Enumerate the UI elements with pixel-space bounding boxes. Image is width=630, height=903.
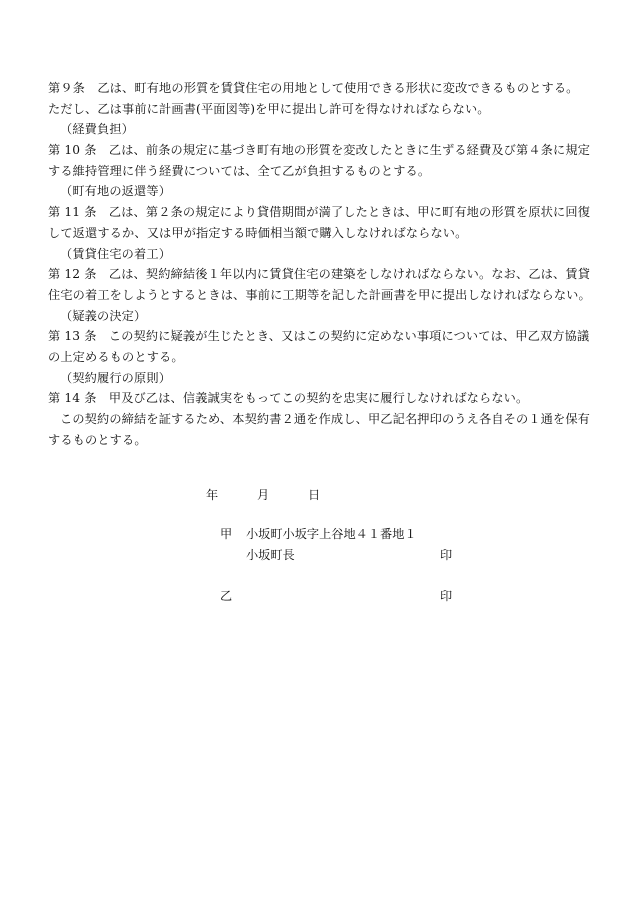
- date-year-label: 年: [206, 488, 219, 502]
- article-11-line-1: 第 11 条 乙は、第２条の規定により貸借期間が満了したときは、甲に町有地の形質を原状に回復: [48, 205, 591, 220]
- heading-doubt-resolution: （疑義の決定）: [60, 308, 147, 323]
- party-b-label: 乙: [220, 589, 233, 603]
- party-b-seal-mark: 印: [440, 589, 453, 603]
- article-10-line-1: 第 10 条 乙は、前条の規定に基づき町有地の形質を変改したときに生ずる経費及び第４条に規定: [48, 143, 591, 158]
- article-12-line-2: 住宅の着工をしようとするときは、事前に工期等を記した計画書を甲に提出しなければならない。: [48, 287, 591, 302]
- party-a-title: 小坂町長: [246, 548, 295, 562]
- contract-body: [48, 78, 591, 450]
- party-a-label: 甲: [220, 527, 233, 541]
- contract-date: [206, 486, 320, 503]
- heading-expense-burden: （経費負担）: [60, 122, 135, 137]
- article-13-line-1: 第 13 条 この契約に疑義が生じたとき、又はこの契約に定めない事項については、甲乙双方協議: [48, 329, 590, 344]
- party-a-address: 小坂町小坂字上谷地４１番地１: [246, 527, 417, 541]
- article-13-line-2: の上定めるものとする。: [48, 349, 184, 364]
- closing-line-1: この契約の締結を証するため、本契約書２通を作成し、甲乙記名押印のうえ各自その１通を保有: [60, 412, 591, 426]
- article-9-line-1: 第９条 乙は、町有地の形質を賃貸住宅の用地として使用できる形状に変改できるものとする。: [48, 81, 579, 95]
- article-14-line-1: 第 14 条 甲及び乙は、信義誠実をもってこの契約を忠実に履行しなければならない。: [48, 391, 529, 406]
- heading-construction-start: （賃貸住宅の着工）: [60, 246, 172, 261]
- party-a-seal-mark: 印: [440, 548, 453, 562]
- date-day-label: 日: [308, 488, 321, 502]
- heading-performance-principle: （契約履行の原則）: [60, 370, 172, 385]
- heading-land-return: （町有地の返還等）: [60, 184, 172, 199]
- date-month-label: 月: [257, 488, 270, 502]
- article-10-line-2: する維持管理に伴う経費については、全て乙が負担するものとする。: [48, 163, 431, 178]
- closing-line-2: するものとする。: [48, 432, 147, 447]
- article-11-line-2: して返還するか、又は甲が指定する時価相当額で購入しなければならない。: [48, 225, 468, 240]
- article-12-line-1: 第 12 条 乙は、契約締結後１年以内に賃貸住宅の建築をしなければならない。なお、乙は、賃貸: [48, 267, 591, 282]
- article-9-line-2: ただし、乙は事前に計画書(平面図等)を甲に提出し許可を得なければならない。: [48, 101, 490, 116]
